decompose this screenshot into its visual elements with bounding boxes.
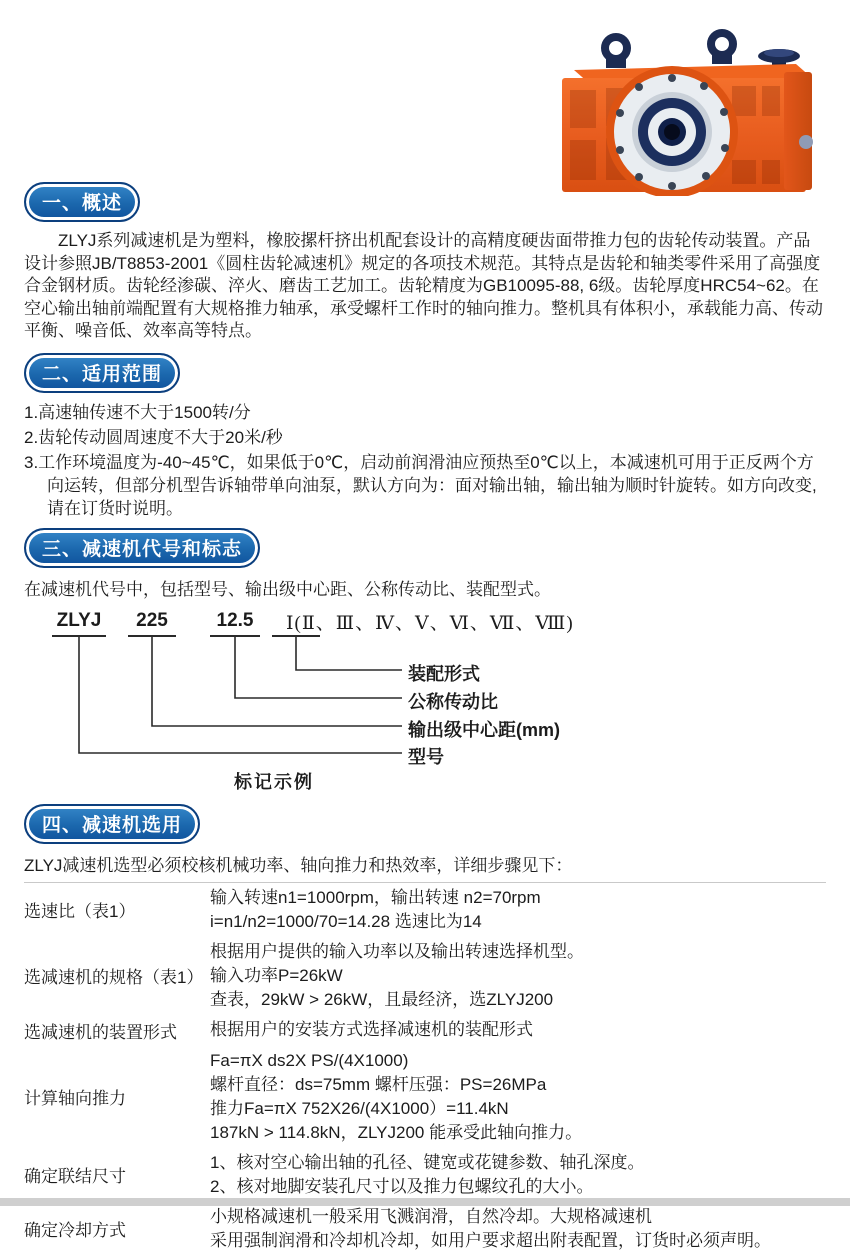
content-line: 2、核对地脚安装孔尺寸以及推力包螺纹孔的大小。: [210, 1176, 594, 1196]
page-bottom-strip: [0, 1198, 850, 1206]
gearbox-image: [544, 20, 828, 196]
label-assembly-form: 装配形式: [408, 663, 480, 684]
content-line: Fa=πX ds2X PS/(4X1000): [210, 1050, 409, 1070]
section-scope-header: 二、适用范围: [24, 353, 180, 393]
code-intro: 在减速机代号中，包括型号、输出级中心距、公称传动比、装配型式。: [24, 579, 551, 599]
row-label: 确定联结尺寸: [24, 1167, 126, 1186]
content-line: 根据用户提供的输入功率以及输出转速选择机型。: [210, 941, 584, 961]
scope-list: [24, 401, 826, 520]
section-code-header: 三、减速机代号和标志: [24, 528, 260, 568]
code-part-center-distance: 225: [128, 610, 176, 637]
scope-item-3: 3.工作环境温度为-40~45℃，如果低于0℃，启动前润滑油应预热至0℃以上，本减速机可用于正反两个方向运转，但部分机型告诉轴带单向油泵，默认方向为：面对输出轴，输出轴为顺时针旋转。如方向改变, 请在订货时说明。: [24, 452, 817, 518]
row-content: [210, 1205, 826, 1253]
row-content: [210, 1049, 826, 1145]
code-part-model: ZLYJ: [52, 610, 106, 637]
code-part-assembly-forms: Ⅰ(Ⅱ、Ⅲ、Ⅳ、Ⅴ、Ⅵ、Ⅶ、Ⅷ): [286, 612, 574, 634]
label-model: 型号: [408, 746, 444, 767]
content-line: 推力Fa=πX 752X26/(4X1000）=11.4kN: [210, 1098, 509, 1118]
product-photo: [544, 20, 828, 196]
content-line: 输入功率P=26kW: [210, 965, 343, 985]
table-row: [24, 1046, 826, 1148]
content-line: 187kN > 114.8kN，ZLYJ200 能承受此轴向推力。: [210, 1122, 583, 1142]
row-label: 选减速机的规格（表1）: [24, 968, 204, 987]
row-content: [210, 1151, 826, 1199]
eye-bolt-right: [711, 33, 733, 64]
content-line: 输入转速n1=1000rpm，输出转速 n2=70rpm: [210, 887, 541, 907]
content-line: 查表，29kW > 26kW，且最经济，选ZLYJ200: [210, 989, 554, 1009]
row-content: [210, 1018, 826, 1042]
table-row: [24, 1202, 826, 1256]
selection-intro: ZLYJ减速机选型必须校核机械功率、轴向推力和热效率，详细步骤见下：: [24, 855, 573, 875]
code-diagram: [24, 608, 826, 800]
section-overview-header: 一、概述: [24, 182, 140, 222]
label-nominal-ratio: 公称传动比: [408, 691, 498, 712]
table-row: [24, 883, 826, 937]
content-line: 采用强制润滑和冷却机冷却，如用户要求超出附表配置，订货时必须声明。: [210, 1230, 771, 1250]
diagram-caption: 标记示例: [234, 771, 314, 792]
code-part-ratio: 12.5: [210, 610, 260, 637]
content-line: 根据用户的安装方式选择减速机的装配形式: [210, 1020, 533, 1039]
scope-item-1: 1.高速轴传速不大于1500转/分: [24, 402, 251, 422]
table-row: [24, 937, 826, 1015]
row-label: 选减速机的装置形式: [24, 1022, 177, 1042]
label-center-distance: 输出级中心距(mm): [408, 719, 560, 740]
table-row: [24, 1148, 826, 1202]
content-line: i=n1/n2=1000/70=14.28 选速比为14: [210, 911, 482, 931]
content-line: 螺杆直径：ds=75mm 螺杆压强：PS=26MPa: [210, 1074, 547, 1094]
side-plug: [799, 135, 813, 149]
assembly-underline: [272, 635, 320, 637]
overview-paragraph: ZLYJ系列减速机是为塑料，橡胶摞杆挤出机配套设计的高精度硬齿面带推力包的齿轮传动装置。产品设计参照JB/T8853-2001《圆柱齿轮减速机》规定的各项技术规范。其特点是齿轮和轴类零件采用了高强度合金钢材质。齿轮经渗碳、淬火、磨齿工艺加工。齿轮精度为GB10095-88, 6级。齿轮厚度HRC54~62。在空心输出轴前端配置有大规格推力轴承，承受螺杆工作时的轴向推力。整机具有体积小，承载能力高、传动平衡、噪音低、效率高等特点。: [24, 231, 823, 340]
row-content: [210, 940, 826, 1012]
eye-bolt-left: [605, 37, 627, 68]
row-content: [210, 886, 826, 934]
row-label: 计算轴向推力: [24, 1089, 126, 1108]
row-label: 选速比（表1）: [24, 902, 136, 921]
section-selection-header: 四、减速机选用: [24, 804, 200, 844]
content-line: 1、核对空心输出轴的孔径、键宽或花键参数、轴孔深度。: [210, 1152, 645, 1172]
scope-item-2: 2.齿轮传动圆周速度不大于20米/秒: [24, 427, 283, 447]
table-row: [24, 1015, 826, 1046]
row-label: 确定冷却方式: [24, 1221, 126, 1240]
content-line: 小规格减速机一般采用飞溅润滑，自然冷却。大规格减速机: [210, 1206, 652, 1226]
